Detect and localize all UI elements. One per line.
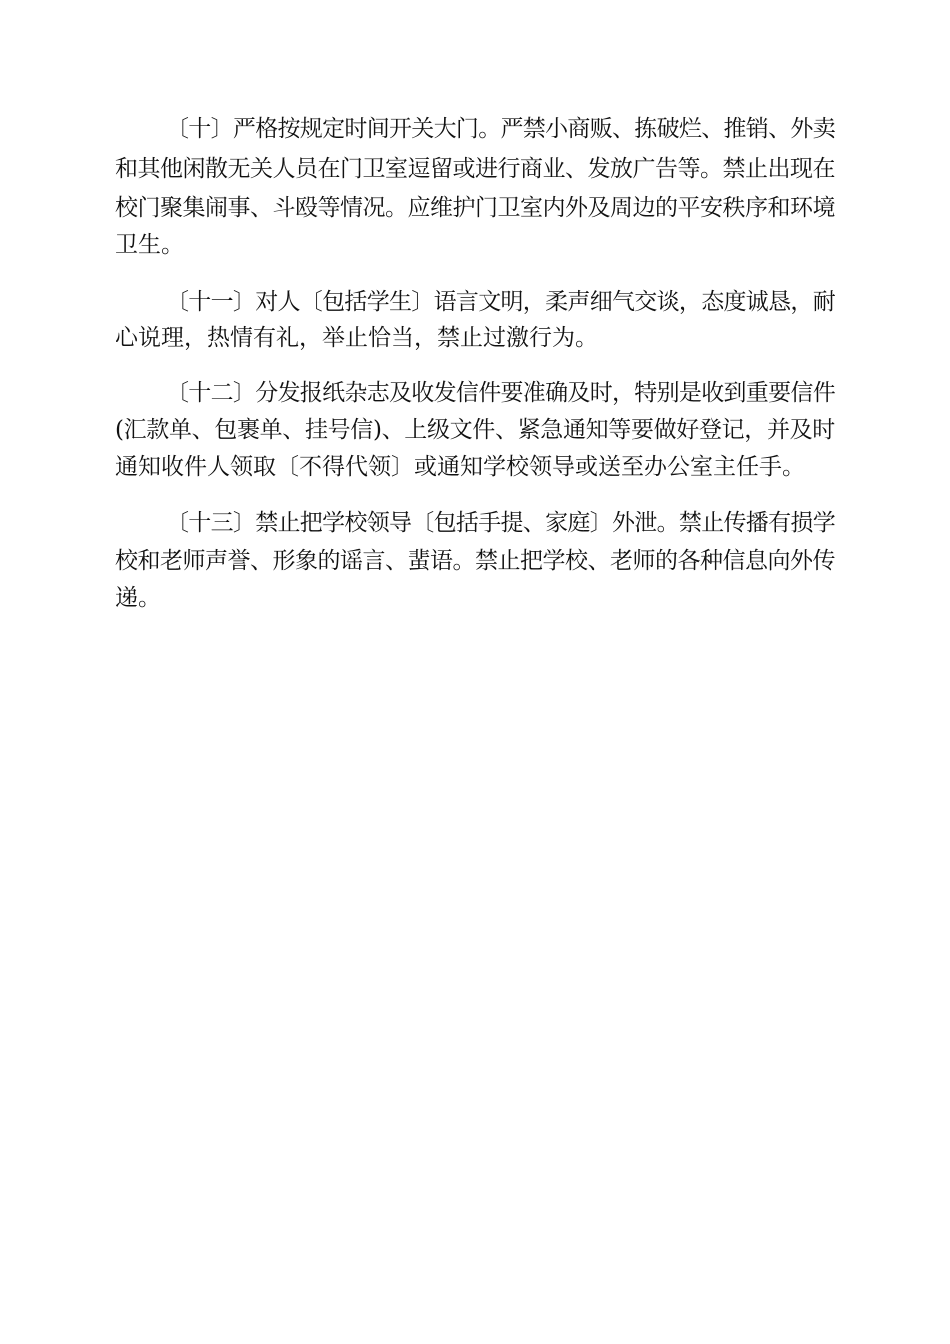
paragraph-line: 〔十二〕分发报纸杂志及收发信件要准确及时，特别是收到重要信件 (166, 380, 836, 406)
paragraph-line: 校门聚集闹事、斗殴等情况。应维护门卫室内外及周边的平安秩序和环境 (115, 195, 835, 221)
paragraph-line: 递。 (115, 585, 161, 611)
paragraph-line: 〔十〕严格按规定时间开关大门。严禁小商贩、拣破烂、推销、外卖 (166, 116, 836, 142)
paragraph-line: 心说理，热情有礼，举止恰当，禁止过激行为。 (115, 325, 598, 351)
paragraph-line: 和其他闲散无关人员在门卫室逗留或进行商业、发放广告等。禁止出现在 (115, 156, 835, 182)
paragraph-line: (汇款单、包裹单、挂号信)、上级文件、紧急通知等要做好登记，并及时 (115, 417, 835, 443)
paragraph-line: 〔十三〕禁止把学校领导〔包括手提、家庭〕外泄。禁止传播有损学 (166, 510, 836, 536)
paragraph-line: 〔十一〕对人〔包括学生〕语言文明，柔声细气交谈，态度诚恳，耐 (166, 289, 836, 315)
paragraph-line: 通知收件人领取〔不得代领〕或通知学校领导或送至办公室主任手。 (115, 454, 805, 480)
paragraph-line: 校和老师声誉、形象的谣言、蜚语。禁止把学校、老师的各种信息向外传 (115, 548, 835, 574)
paragraph-line: 卫生。 (115, 232, 184, 258)
